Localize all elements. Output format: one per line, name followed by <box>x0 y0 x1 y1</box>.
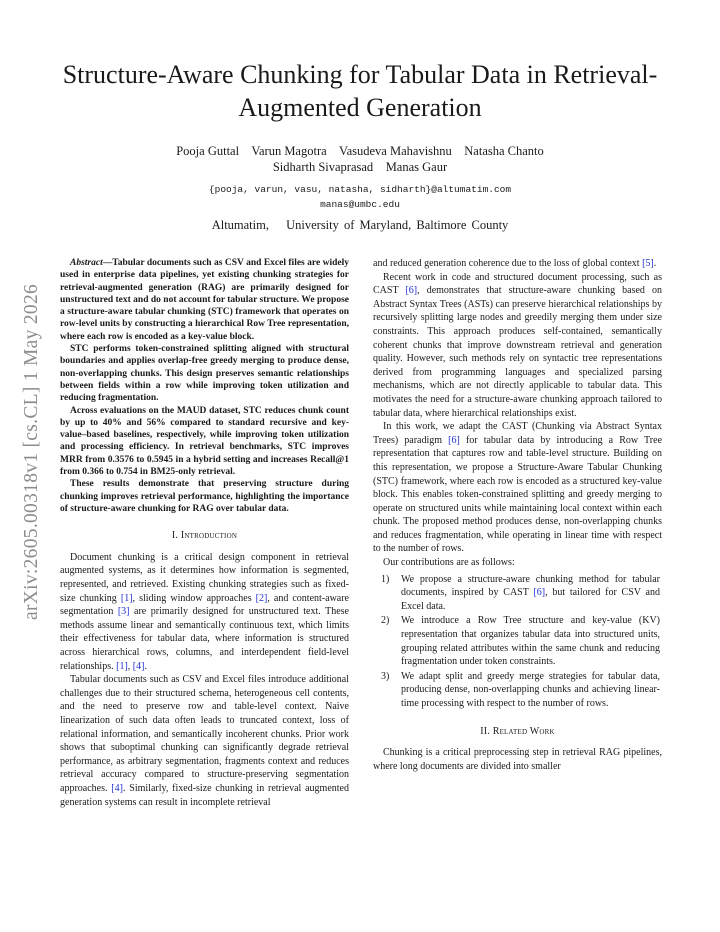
author-line-1 <box>60 143 660 159</box>
abstract-label: Abstract <box>70 258 103 268</box>
citation-link[interactable]: [1] <box>116 660 128 672</box>
citation-link[interactable]: [4] <box>132 660 145 672</box>
citation-link[interactable]: [1] <box>120 592 133 604</box>
section-heading-related-work: II. Related Work <box>480 725 555 737</box>
author-name: Manas Gaur <box>385 160 448 174</box>
author-list <box>60 143 660 175</box>
left-column <box>60 257 349 809</box>
author-emails <box>60 182 660 212</box>
contribution-item: 2) We introduce a Row Tree structure and key-value (KV) representation that organizes tabular data into structured units, grouping related attributes within the same chunk and reducing fragmentation under token constraints. <box>381 615 660 668</box>
contributions-list <box>373 573 662 711</box>
abstract-paragraph: STC performs token-constrained splitting aligned with structural boundaries and applies overlap-free greedy merging to produce dense, non-overlapping chunks. This design preserves semantic relationships between fields within a row while improving token utilization and reducing fragmentation. <box>60 344 349 404</box>
affiliation: University of Maryland, Baltimore County <box>286 218 509 232</box>
abstract-paragraph: Across evaluations on the MAUD dataset, STC reduces chunk count by up to 40% and 56% compared to standard recursive and key-value–based baselines, respectively, while improving token utilization and processing efficiency. In retrieval benchmarks, STC improves MRR from 0.3576 to 0.5945 in a hybrid setting and increases Recall@1 from 0.366 to 0.754 in BM25-only retrieval. <box>60 405 349 478</box>
citation-link[interactable]: [5] <box>642 258 654 269</box>
right-column <box>373 257 662 773</box>
citation-link[interactable]: [6] <box>448 434 460 446</box>
affiliations <box>60 217 660 233</box>
contributions-intro: Our contributions are as follows: <box>383 557 515 569</box>
citation-link[interactable]: [4] <box>111 782 123 794</box>
paper-title: Structure-Aware Chunking for Tabular Data in Retrieval-Augmented Generation <box>62 60 658 122</box>
citation-link[interactable]: [6] <box>405 285 418 297</box>
contribution-item: 3) We adapt split and greedy merge strategies for tabular data, producing dense, non-overlapping chunks and achieving linear-time processing with respect to the number of rows. <box>381 670 660 709</box>
intro-paragraph: Tabular documents such as CSV and Excel files introduce additional challenges due to their structured schema, heterogeneous cell contents, and the need to preserve row and table-level context. Naive linearization of such data often leads to truncated context, loss of relational information, and semantically incoherent chunks. Prior work shows that suboptimal chunking can significantly degrade retrieval performance, as arbitrary segmentation, fragments context and reduces retrieval accuracy compared to structure-preserving segmentation approaches. [4]. Similarly, fixed-size chunking in retrieval augmented generation systems can result in incomplete retrieval <box>60 674 349 808</box>
citation-link[interactable]: [2] <box>255 592 268 604</box>
author-name: Vasudeva Mahavishnu <box>338 144 452 158</box>
affiliation: Altumatim, <box>211 218 269 232</box>
author-name: Varun Magotra <box>251 144 327 158</box>
email-line-2: manas@umbc.edu <box>320 199 400 210</box>
section-heading-introduction: I. Introduction <box>171 530 238 542</box>
author-name: Natasha Chanto <box>464 144 544 158</box>
author-name: Pooja Guttal <box>176 144 240 158</box>
intro-paragraph: Recent work in code and structured document processing, such as CAST [6], demonstrates that structure-aware chunking based on Abstract Syntax Trees (ASTs) can preserve hierarchical relationships by recursively splitting large nodes and greedily merging them under size constraints. This approach produces self-contained, semantically coherent chunks that improve downstream retrieval and generation quality. However, such methods rely on syntactic tree representations derived from programming languages and specialized parsing mechanisms, which are not directly applicable to tabular data. This motivates the need for a structure-aware chunking approach tailored to tabular data, where hierarchical relationships exist. <box>373 271 662 419</box>
intro-paragraph-continued: and reduced generation coherence due to the loss of global context [5]. <box>373 258 657 269</box>
citation-link[interactable]: [3] <box>117 606 130 618</box>
email-line-1: {pooja, varun, vasu, natasha, sidharth}@altumatim.com <box>208 184 512 195</box>
abstract <box>60 257 349 515</box>
contribution-item: 1) We propose a structure-aware chunking method for tabular documents, inspired by CAST [6], but tailored for CSV and Excel data. <box>381 573 660 612</box>
citation-link[interactable]: [6] <box>533 587 546 599</box>
abstract-paragraph: Abstract—Tabular documents such as CSV and Excel files are widely used in enterprise data pipelines, yet existing chunking strategies for retrieval-augmented generation (RAG) are primarily designed for unstructured text and do not account for tabular structure. We propose a structure-aware tabular chunking (STC) framework that operates on row-level units by constructing a hierarchical Row Tree representation, where each row is encoded as a key-value block. <box>60 258 349 342</box>
author-line-2 <box>60 159 660 175</box>
abstract-paragraph: These results demonstrate that preserving structure during chunking improves retrieval performance, highlighting the importance of structure-aware chunking for RAG over tabular data. <box>60 479 349 514</box>
arxiv-id: arXiv:2605.00318v1 [cs.CL] 1 May 2026 <box>21 283 42 620</box>
author-name: Sidharth Sivaprasad <box>272 160 374 174</box>
intro-paragraph: In this work, we adapt the CAST (Chunking via Abstract Syntax Trees) paradigm [6] for tabular data by introducing a Row Tree representation that captures row and table-level structure. Building on this representation, we propose a Structure-Aware Tabular Chunking (STC) framework, where each row is encoded as a structured key-value block. This enables token-constrained splitting and greedy merging to operate on structured units while maintaining local context within each chunk. The proposed method produces dense, non-overlapping chunks and reduces fragmentation, while operating in linear time with respect to the number of rows. <box>373 421 663 555</box>
related-work-paragraph: Chunking is a critical preprocessing step in retrieval RAG pipelines, where long documents are divided into smaller <box>373 747 662 772</box>
intro-paragraph: Document chunking is a critical design component in retrieval augmented systems, as it determines how information is segmented, represented, and retrieved. Existing chunking strategies such as fixed-size chunking [1], sliding window approaches [2], and content-aware segmentation [3] are primarily designed for unstructured text. These methods assume linear and semantically continuous text, which limits their effectiveness for tabular data, where information is structured across hierarchical rows, columns, and interdependent field-level relationships. [1], [4]. <box>60 551 349 672</box>
